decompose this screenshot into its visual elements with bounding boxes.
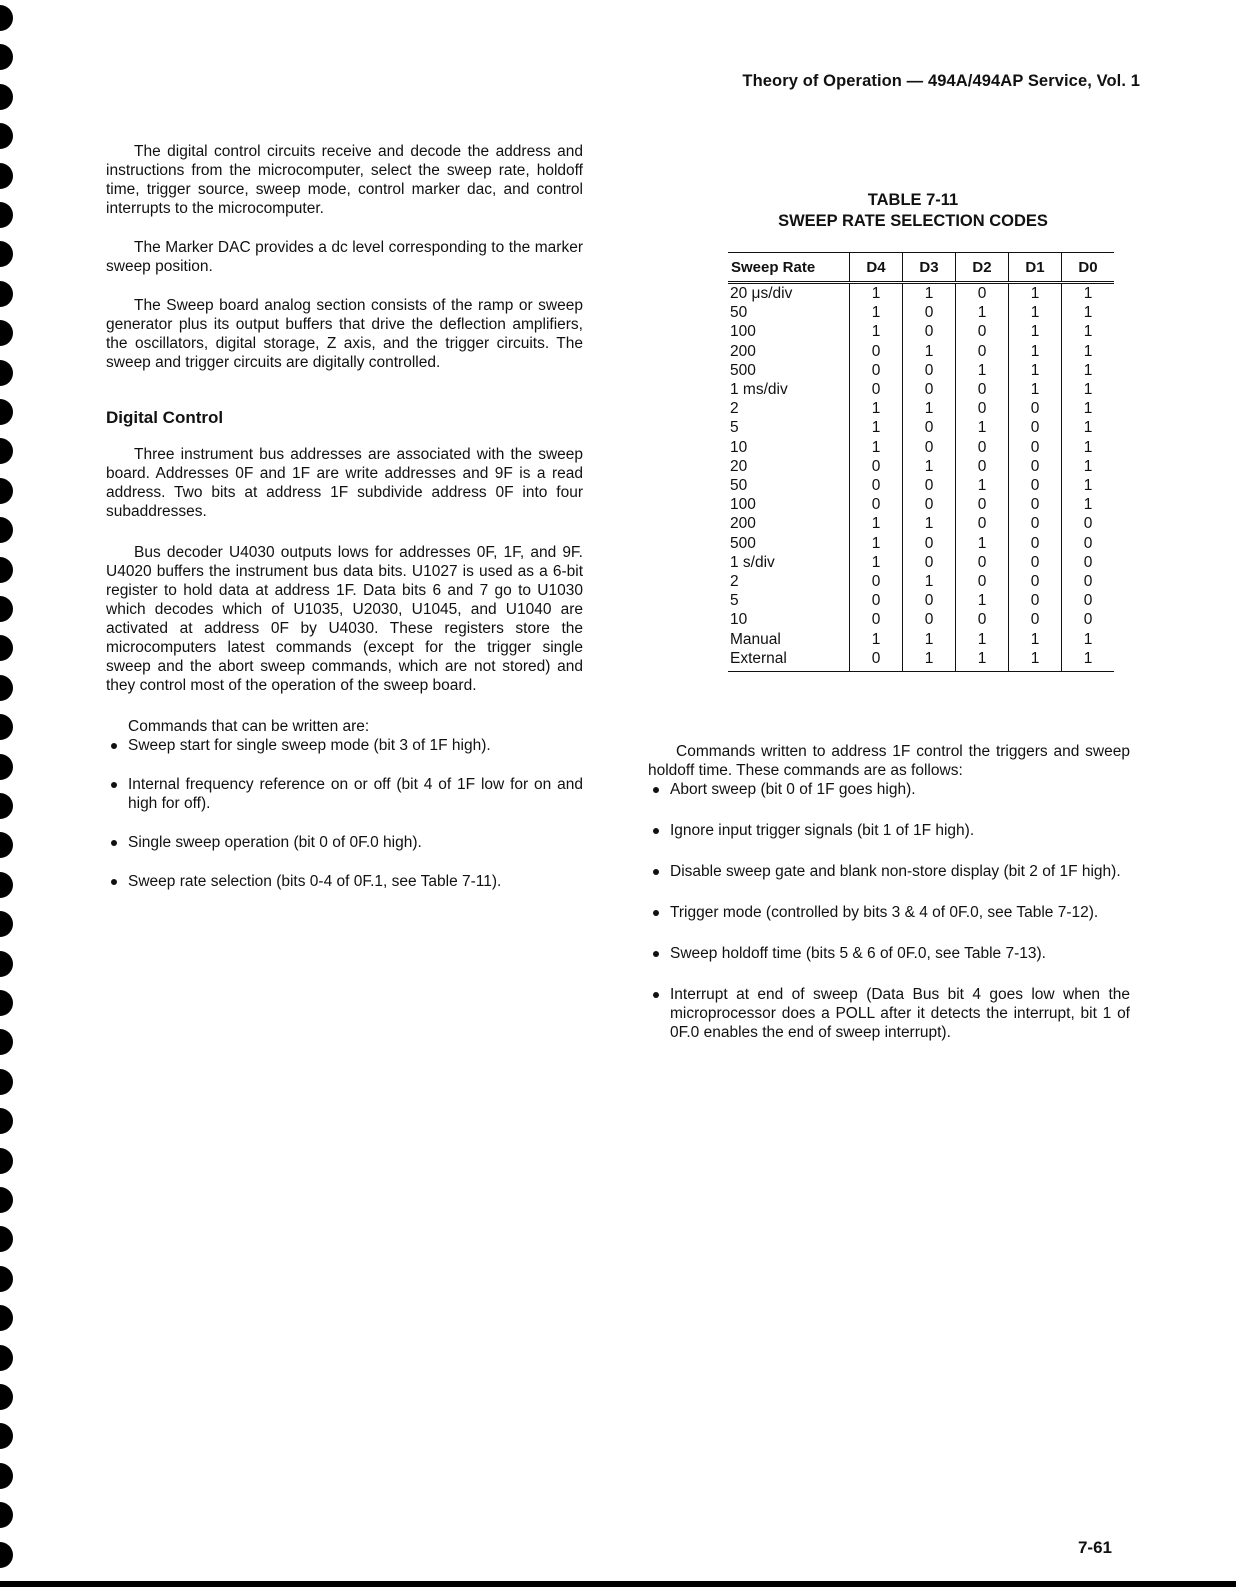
- sweep-rate-table: [728, 252, 1114, 672]
- table-row: [728, 514, 1114, 533]
- bit-cell: 1: [1062, 342, 1115, 361]
- bit-cell: 1: [850, 553, 903, 572]
- bit-cell: 1: [903, 457, 956, 476]
- list-item-text: Interrupt at end of sweep (Data Bus bit 4 goes low when the microprocessor does a POLL after it detects the interrupt, bit 1 of 0F.0 enables the end of sweep interrupt).: [670, 986, 1130, 1041]
- bit-cell: 0: [850, 380, 903, 399]
- command-list: [648, 780, 1130, 1042]
- binder-hole: [0, 281, 13, 307]
- binder-hole: [0, 793, 13, 819]
- bit-cell: 0: [956, 438, 1009, 457]
- bullet-icon: [653, 828, 659, 834]
- list-item: [648, 985, 1130, 1042]
- table-row: [728, 610, 1114, 629]
- bit-cell: 0: [1062, 534, 1115, 553]
- binder-hole: [0, 675, 13, 701]
- binder-hole: [0, 1463, 13, 1489]
- list-item-text: Sweep rate selection (bits 0-4 of 0F.1, see Table 7-11).: [128, 873, 502, 890]
- list-item: [106, 872, 583, 891]
- bit-cell: 1: [850, 283, 903, 304]
- bit-cell: 0: [1009, 514, 1062, 533]
- binder-hole: [0, 478, 13, 504]
- binder-hole: [0, 754, 13, 780]
- paragraph: Bus decoder U4030 outputs lows for addresses 0F, 1F, and 9F. U4020 buffers the instrument bus data bits. U1027 is used as a 6-bit register to hold data at address 1F. Data bits 6 and 7 go to U1030 which decodes which of U1035, U2030, U1045, and U1040 are activated at address 0F by U4030. These registers store the microcomputers latest commands (except for the trigger single sweep and the abort sweep commands, which are not stored) and they control most of the operation of the sweep board.: [106, 544, 583, 694]
- bit-cell: 1: [1009, 380, 1062, 399]
- list-item: [648, 862, 1130, 881]
- bit-cell: 0: [1062, 610, 1115, 629]
- bit-cell: 0: [1009, 495, 1062, 514]
- bit-cell: 1: [903, 283, 956, 304]
- column-header: D0: [1062, 253, 1115, 283]
- page-number: 7-61: [1077, 1538, 1112, 1557]
- binder-hole: [0, 990, 13, 1016]
- bit-cell: 1: [1062, 457, 1115, 476]
- binder-hole: [0, 1148, 13, 1174]
- list-item: [106, 833, 583, 852]
- bit-cell: 0: [1009, 610, 1062, 629]
- bit-cell: 0: [1009, 438, 1062, 457]
- sweep-rate-cell: 5: [730, 592, 739, 610]
- bit-cell: 0: [903, 438, 956, 457]
- bit-cell: 0: [903, 553, 956, 572]
- bit-cell: 1: [850, 399, 903, 418]
- bit-cell: 1: [956, 534, 1009, 553]
- section-heading: Digital Control: [106, 408, 224, 427]
- bit-cell: 0: [1062, 591, 1115, 610]
- sweep-rate-cell: External: [728, 649, 850, 672]
- bullet-icon: [653, 869, 659, 875]
- bit-cell: 0: [850, 649, 903, 672]
- binder-hole: [0, 5, 13, 31]
- table-row: [728, 438, 1114, 457]
- bit-cell: 0: [1009, 457, 1062, 476]
- binder-hole: [0, 84, 13, 110]
- binder-hole: [0, 399, 13, 425]
- bit-cell: 0: [903, 361, 956, 380]
- bit-cell: 1: [956, 591, 1009, 610]
- list-item: [648, 821, 1130, 840]
- bit-cell: 1: [1062, 418, 1115, 437]
- bit-cell: 0: [1009, 476, 1062, 495]
- bit-cell: 0: [1009, 572, 1062, 591]
- bit-cell: 1: [850, 303, 903, 322]
- sweep-rate-cell: 2: [730, 573, 739, 591]
- paragraph: Commands that can be written are:: [128, 718, 370, 735]
- list-item-text: Disable sweep gate and blank non-store display (bit 2 of 1F high).: [670, 863, 1121, 880]
- bit-cell: 0: [956, 495, 1009, 514]
- bit-cell: 0: [1062, 553, 1115, 572]
- bit-cell: 0: [903, 303, 956, 322]
- bit-cell: 1: [1062, 303, 1115, 322]
- bullet-icon: [653, 787, 659, 793]
- sweep-rate-cell: 200: [730, 515, 756, 533]
- sweep-rate-cell: 20 μs/div: [730, 285, 793, 302]
- bullet-icon: [111, 879, 117, 885]
- binder-hole: [0, 635, 13, 661]
- bit-cell: 1: [1062, 495, 1115, 514]
- table-row: [728, 303, 1114, 322]
- bit-cell: 1: [903, 399, 956, 418]
- table-row: [728, 457, 1114, 476]
- bit-cell: 1: [1009, 303, 1062, 322]
- binder-hole: [0, 1384, 13, 1410]
- list-item-text: Internal frequency reference on or off (bit 4 of 1F low for on and high for off).: [128, 776, 583, 812]
- table-title: [732, 190, 1094, 232]
- binder-hole: [0, 320, 13, 346]
- bit-cell: 0: [850, 361, 903, 380]
- table-row: [728, 342, 1114, 361]
- binder-hole: [0, 872, 13, 898]
- bullet-icon: [111, 840, 117, 846]
- binder-hole: [0, 951, 13, 977]
- bullet-icon: [653, 992, 659, 998]
- bit-cell: 0: [1009, 553, 1062, 572]
- paragraph: The digital control circuits receive and decode the address and instructions from the microcomputer, select the sweep rate, holdoff time, trigger source, sweep mode, control marker dac, and control interrupts to the microcomputer.: [106, 143, 583, 217]
- binder-hole: [0, 1029, 13, 1055]
- bit-cell: 1: [1009, 283, 1062, 304]
- bit-cell: 0: [1009, 418, 1062, 437]
- bit-cell: 1: [956, 418, 1009, 437]
- table-row: [728, 495, 1114, 514]
- binder-hole: [0, 1423, 13, 1449]
- bullet-icon: [111, 782, 117, 788]
- bit-cell: 0: [1009, 591, 1062, 610]
- paragraph: Three instrument bus addresses are associated with the sweep board. Addresses 0F and 1F are write addresses and 9F is a read address. Two bits at address 1F subdivide address 0F into four subaddresses.: [106, 446, 583, 520]
- table-row: [728, 553, 1114, 572]
- bit-cell: 0: [1009, 534, 1062, 553]
- bit-cell: 0: [903, 380, 956, 399]
- bit-cell: 0: [903, 322, 956, 341]
- bit-cell: 0: [956, 610, 1009, 629]
- table-header-row: [728, 253, 1114, 283]
- bit-cell: 0: [903, 495, 956, 514]
- sweep-rate-cell: 50: [730, 304, 748, 322]
- binder-hole: [0, 1226, 13, 1252]
- sweep-rate-cell: 2: [730, 400, 739, 418]
- sweep-rate-cell: 100: [730, 323, 756, 341]
- bit-cell: 1: [903, 572, 956, 591]
- table-number: TABLE 7-11: [867, 191, 959, 209]
- bit-cell: 0: [956, 342, 1009, 361]
- bit-cell: 0: [956, 283, 1009, 304]
- bit-cell: 1: [903, 514, 956, 533]
- paragraph: Commands written to address 1F control the triggers and sweep holdoff time. These commands are as follows:: [648, 743, 1130, 779]
- bit-cell: 0: [956, 322, 1009, 341]
- bit-cell: 1: [1062, 380, 1115, 399]
- bit-cell: 1: [1009, 361, 1062, 380]
- table-row: [728, 572, 1114, 591]
- table-row: [728, 630, 1114, 649]
- bit-cell: 0: [850, 591, 903, 610]
- bit-cell: 0: [956, 399, 1009, 418]
- bit-cell: 0: [850, 476, 903, 495]
- sweep-rate-cell: 50: [730, 477, 748, 495]
- binder-hole: [0, 832, 13, 858]
- binder-hole: [0, 438, 13, 464]
- bit-cell: 0: [903, 418, 956, 437]
- binder-hole: [0, 714, 13, 740]
- sweep-rate-cell: 200: [730, 342, 756, 360]
- binder-hole: [0, 1069, 13, 1095]
- bit-cell: 0: [850, 610, 903, 629]
- table-row: [728, 534, 1114, 553]
- binder-hole: [0, 360, 13, 386]
- table-caption: SWEEP RATE SELECTION CODES: [778, 212, 1048, 230]
- table-row: [728, 380, 1114, 399]
- bit-cell: 0: [850, 342, 903, 361]
- sweep-rate-cell: 20: [730, 457, 748, 475]
- command-list: [106, 736, 583, 891]
- sweep-rate-cell: 10: [730, 611, 748, 629]
- bullet-icon: [653, 910, 659, 916]
- bit-cell: 1: [1009, 322, 1062, 341]
- table-row: [728, 476, 1114, 495]
- bit-cell: 1: [850, 418, 903, 437]
- sweep-rate-cell: 100: [730, 496, 756, 514]
- sweep-rate-cell: 1 s/div: [730, 553, 775, 571]
- page-edge-bar: [0, 1581, 1236, 1587]
- paragraph: The Sweep board analog section consists of the ramp or sweep generator plus its output buffers that drive the deflection amplifiers, the oscillators, digital storage, Z axis, and the trigger circuits. The sweep and trigger circuits are digitally controlled.: [106, 297, 583, 371]
- bit-cell: 1: [1009, 630, 1062, 649]
- bit-cell: 1: [1062, 649, 1115, 672]
- bit-cell: 1: [956, 649, 1009, 672]
- bit-cell: 1: [1062, 283, 1115, 304]
- binder-hole: [0, 163, 13, 189]
- bit-cell: 1: [956, 476, 1009, 495]
- table-row: [728, 399, 1114, 418]
- bit-cell: 1: [1009, 342, 1062, 361]
- binder-hole: [0, 1345, 13, 1371]
- column-header: D1: [1009, 253, 1062, 283]
- binder-hole: [0, 241, 13, 267]
- list-item-text: Sweep start for single sweep mode (bit 3 of 1F high).: [128, 737, 491, 754]
- column-header: D3: [903, 253, 956, 283]
- list-item: [648, 903, 1130, 922]
- binder-hole: [0, 1108, 13, 1134]
- bit-cell: 0: [850, 495, 903, 514]
- binder-hole: [0, 1305, 13, 1331]
- bit-cell: 0: [1009, 399, 1062, 418]
- binder-hole: [0, 44, 13, 70]
- binder-hole: [0, 596, 13, 622]
- paragraph: The Marker DAC provides a dc level corresponding to the marker sweep position.: [106, 239, 583, 275]
- bit-cell: 1: [903, 342, 956, 361]
- list-item: [106, 775, 583, 813]
- sweep-rate-cell: 500: [730, 534, 756, 552]
- running-header: Theory of Operation — 494A/494AP Service, Vol. 1: [742, 72, 1140, 90]
- sweep-rate-cell: 10: [730, 438, 748, 456]
- list-item-text: Sweep holdoff time (bits 5 & 6 of 0F.0, see Table 7-13).: [670, 945, 1046, 962]
- table-row: [728, 649, 1114, 672]
- binder-hole: [0, 911, 13, 937]
- bit-cell: 1: [903, 630, 956, 649]
- column-header: Sweep Rate: [728, 253, 850, 283]
- list-item: [648, 944, 1130, 963]
- list-item-text: Trigger mode (controlled by bits 3 & 4 of 0F.0, see Table 7-12).: [670, 904, 1099, 921]
- binder-hole: [0, 123, 13, 149]
- bullet-icon: [111, 743, 117, 749]
- bit-cell: 0: [1062, 572, 1115, 591]
- bullet-icon: [653, 951, 659, 957]
- bit-cell: 1: [850, 534, 903, 553]
- bit-cell: 1: [1062, 361, 1115, 380]
- bit-cell: 0: [956, 553, 1009, 572]
- binder-hole: [0, 1187, 13, 1213]
- sweep-rate-cell: 1 ms/div: [730, 381, 788, 399]
- bit-cell: 1: [956, 361, 1009, 380]
- bit-cell: 1: [1062, 399, 1115, 418]
- list-item-text: Ignore input trigger signals (bit 1 of 1F high).: [670, 822, 975, 839]
- table-row: [728, 283, 1114, 304]
- bit-cell: 0: [850, 457, 903, 476]
- table-row: [728, 322, 1114, 341]
- table-row: [728, 361, 1114, 380]
- bit-cell: 1: [1009, 649, 1062, 672]
- bit-cell: 1: [850, 514, 903, 533]
- list-item: [648, 780, 1130, 799]
- binder-hole: [0, 1266, 13, 1292]
- binder-hole: [0, 557, 13, 583]
- bit-cell: 1: [850, 322, 903, 341]
- right-column: [648, 742, 1130, 1042]
- bit-cell: 0: [956, 380, 1009, 399]
- binder-holes: [0, 0, 14, 1587]
- bit-cell: 1: [1062, 322, 1115, 341]
- list-item-text: Abort sweep (bit 0 of 1F goes high).: [670, 781, 916, 798]
- binder-hole: [0, 517, 13, 543]
- bit-cell: 0: [903, 610, 956, 629]
- binder-hole: [0, 1542, 13, 1568]
- bit-cell: 1: [850, 438, 903, 457]
- bit-cell: 0: [903, 591, 956, 610]
- bit-cell: 1: [1062, 476, 1115, 495]
- bit-cell: 0: [956, 514, 1009, 533]
- bit-cell: 0: [850, 572, 903, 591]
- table-row: [728, 591, 1114, 610]
- bit-cell: 1: [956, 630, 1009, 649]
- left-column: [106, 142, 583, 891]
- bit-cell: 1: [956, 303, 1009, 322]
- sweep-rate-cell: 500: [730, 361, 756, 379]
- bit-cell: 1: [903, 649, 956, 672]
- bit-cell: 0: [903, 534, 956, 553]
- bit-cell: 0: [903, 476, 956, 495]
- column-header: D2: [956, 253, 1009, 283]
- table-row: [728, 418, 1114, 437]
- bit-cell: 0: [956, 457, 1009, 476]
- bit-cell: 0: [1062, 514, 1115, 533]
- column-header: D4: [850, 253, 903, 283]
- bit-cell: 1: [1062, 630, 1115, 649]
- sweep-rate-cell: 5: [730, 419, 739, 437]
- list-item: [106, 736, 583, 755]
- binder-hole: [0, 1502, 13, 1528]
- sweep-rate-cell: Manual: [730, 630, 781, 648]
- bit-cell: 0: [956, 572, 1009, 591]
- binder-hole: [0, 202, 13, 228]
- bit-cell: 1: [1062, 438, 1115, 457]
- bit-cell: 1: [850, 630, 903, 649]
- list-item-text: Single sweep operation (bit 0 of 0F.0 high).: [128, 834, 422, 851]
